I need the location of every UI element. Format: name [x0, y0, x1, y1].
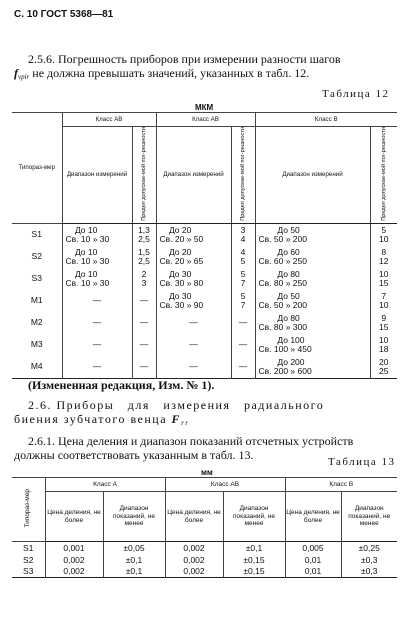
paragraph-line	[14, 66, 400, 84]
header-class-b: Класс В	[255, 113, 397, 127]
table-row	[12, 356, 397, 379]
header-class-ab: Класс АВ	[165, 478, 285, 492]
header-limit: Предел допускае-мой пог-решности	[132, 127, 156, 224]
cell-limit: —	[132, 356, 156, 379]
table-row	[12, 555, 397, 565]
cell-range: До 20 Св. 20 » 50	[156, 223, 231, 246]
header-type: Типораз-мер	[12, 113, 62, 224]
cell-range: —	[156, 312, 231, 334]
cell-division: 0,002	[45, 555, 103, 565]
table-13-unit: мм	[201, 468, 213, 477]
cell-limit: 8 12	[370, 246, 397, 268]
cell-range: До 30 Св. 30 » 90	[156, 290, 231, 312]
cell-type: S1	[12, 223, 62, 246]
cell-range: До 60 Св. 60 » 250	[255, 246, 370, 268]
cell-type: S1	[12, 542, 45, 555]
cell-range: До 10 Св. 10 » 30	[62, 268, 132, 290]
edition-note: (Измененная редакция, Изм. № 1).	[28, 378, 215, 392]
cell-division: 0,002	[45, 565, 103, 578]
paragraph-text: биения зубчатого венца	[14, 412, 168, 426]
paragraph-line: 2.6.1. Цена деления и диапазон показаний отсчетных устройств	[28, 434, 354, 448]
cell-limit: 9 15	[370, 312, 397, 334]
header-class-ab-1: Класс АВ	[62, 113, 156, 127]
cell-limit: 1,3 2,5	[132, 223, 156, 246]
paragraph-text: не должна превышать значений, указанных в табл. 12.	[32, 66, 310, 80]
cell-range: До 50 Св. 50 » 200	[255, 223, 370, 246]
cell-limit: 4 5	[231, 246, 255, 268]
symbol-subscript: rr	[181, 419, 190, 427]
cell-limit: 7 10	[370, 290, 397, 312]
header-range: Диапазон показаний, не менее	[103, 492, 165, 542]
cell-type: M4	[12, 356, 62, 379]
cell-division: 0,002	[165, 565, 223, 578]
cell-division: 0,01	[285, 565, 341, 578]
cell-limit: 1,5 2,5	[132, 246, 156, 268]
paragraph-2-5-6	[14, 52, 400, 84]
cell-range: До 80 Св. 80 » 250	[255, 268, 370, 290]
cell-type: S3	[12, 268, 62, 290]
cell-limit: 10 18	[370, 334, 397, 356]
header-class-b: Класс В	[285, 478, 397, 492]
cell-limit: —	[231, 312, 255, 334]
cell-division: 0,002	[165, 555, 223, 565]
cell-type: S3	[12, 565, 45, 578]
paragraph-line: 2.6. Приборы для измерения радиального	[28, 398, 325, 412]
cell-range: До 20 Св. 20 » 65	[156, 246, 231, 268]
header-type: Типораз-мер	[12, 478, 45, 542]
paragraph-line: 2.5.6. Погрешность приборов при измерении разности шагов	[28, 52, 341, 66]
cell-range: ±0,25	[341, 542, 397, 555]
cell-type: S2	[12, 246, 62, 268]
table-row	[12, 290, 397, 312]
cell-range: —	[62, 356, 132, 379]
table-row	[12, 312, 397, 334]
cell-range: ±0,1	[103, 565, 165, 578]
cell-range: —	[156, 334, 231, 356]
cell-range: До 80 Св. 80 » 300	[255, 312, 370, 334]
table-row	[12, 246, 397, 268]
table-row	[12, 334, 397, 356]
cell-type: M1	[12, 290, 62, 312]
header-range: Диапазон показаний, не менее	[341, 492, 397, 542]
table-row	[12, 268, 397, 290]
cell-range: До 100 Св. 100 » 450	[255, 334, 370, 356]
symbol: F	[171, 412, 182, 426]
symbol-subscript: vpir	[18, 73, 30, 81]
cell-limit: 5 7	[231, 268, 255, 290]
page-header: С. 10 ГОСТ 5368—81	[14, 9, 114, 20]
cell-range: ±0,3	[341, 555, 397, 565]
paragraph-2-6	[14, 398, 400, 430]
table-row	[12, 542, 397, 555]
cell-limit: —	[132, 290, 156, 312]
cell-limit: —	[132, 312, 156, 334]
table-row	[12, 565, 397, 578]
cell-range: ±0,1	[223, 542, 285, 555]
cell-type: M2	[12, 312, 62, 334]
cell-type: S2	[12, 555, 45, 565]
header-class-a: Класс А	[45, 478, 165, 492]
cell-range: ±0,15	[223, 555, 285, 565]
header-range: Диапазон измерений	[156, 127, 231, 224]
cell-range: До 50 Св. 50 » 200	[255, 290, 370, 312]
header-class-ab-2: Класс АВ	[156, 113, 255, 127]
cell-division: 0,005	[285, 542, 341, 555]
table-13	[12, 477, 397, 578]
cell-range: ±0,1	[103, 555, 165, 565]
header-division: Цена деления, не более	[285, 492, 341, 542]
cell-range: ±0,15	[223, 565, 285, 578]
cell-range: До 200 Св. 200 » 600	[255, 356, 370, 379]
table-12	[12, 112, 397, 379]
cell-range: —	[62, 334, 132, 356]
cell-range: —	[62, 312, 132, 334]
header-limit: Предел допускае-мой пог-решности	[370, 127, 397, 224]
cell-range: ±0,05	[103, 542, 165, 555]
cell-limit: 20 25	[370, 356, 397, 379]
table-12-unit: МКМ	[195, 103, 214, 112]
cell-limit: 10 15	[370, 268, 397, 290]
table-row	[12, 223, 397, 246]
table-13-caption: Таблица 13	[328, 456, 396, 468]
cell-range: —	[62, 290, 132, 312]
cell-range: До 30 Св. 30 » 80	[156, 268, 231, 290]
header-division: Цена деления, не более	[165, 492, 223, 542]
header-range: Диапазон измерений	[62, 127, 132, 224]
header-range: Диапазон показаний, не менее	[223, 492, 285, 542]
header-limit: Предел допускае-мой пог-решности	[231, 127, 255, 224]
cell-division: 0,01	[285, 555, 341, 565]
cell-limit: 5 7	[231, 290, 255, 312]
cell-type: M3	[12, 334, 62, 356]
cell-division: 0,002	[165, 542, 223, 555]
cell-limit: —	[231, 334, 255, 356]
paragraph-line	[14, 412, 400, 430]
cell-range: До 10 Св. 10 » 30	[62, 246, 132, 268]
header-division: Цена деления, не более	[45, 492, 103, 542]
cell-limit: 5 10	[370, 223, 397, 246]
cell-limit: 3 4	[231, 223, 255, 246]
paragraph-line: должны соответствовать указанным в табл. 13.	[14, 448, 254, 462]
header-range: Диапазон измерений	[255, 127, 370, 224]
cell-limit: —	[132, 334, 156, 356]
cell-division: 0,001	[45, 542, 103, 555]
cell-range: ±0,3	[341, 565, 397, 578]
table-12-caption: Таблица 12	[322, 88, 390, 100]
cell-range: До 10 Св. 10 » 30	[62, 223, 132, 246]
cell-range: —	[156, 356, 231, 379]
symbol: f	[14, 66, 18, 80]
cell-limit: 2 3	[132, 268, 156, 290]
cell-limit: —	[231, 356, 255, 379]
